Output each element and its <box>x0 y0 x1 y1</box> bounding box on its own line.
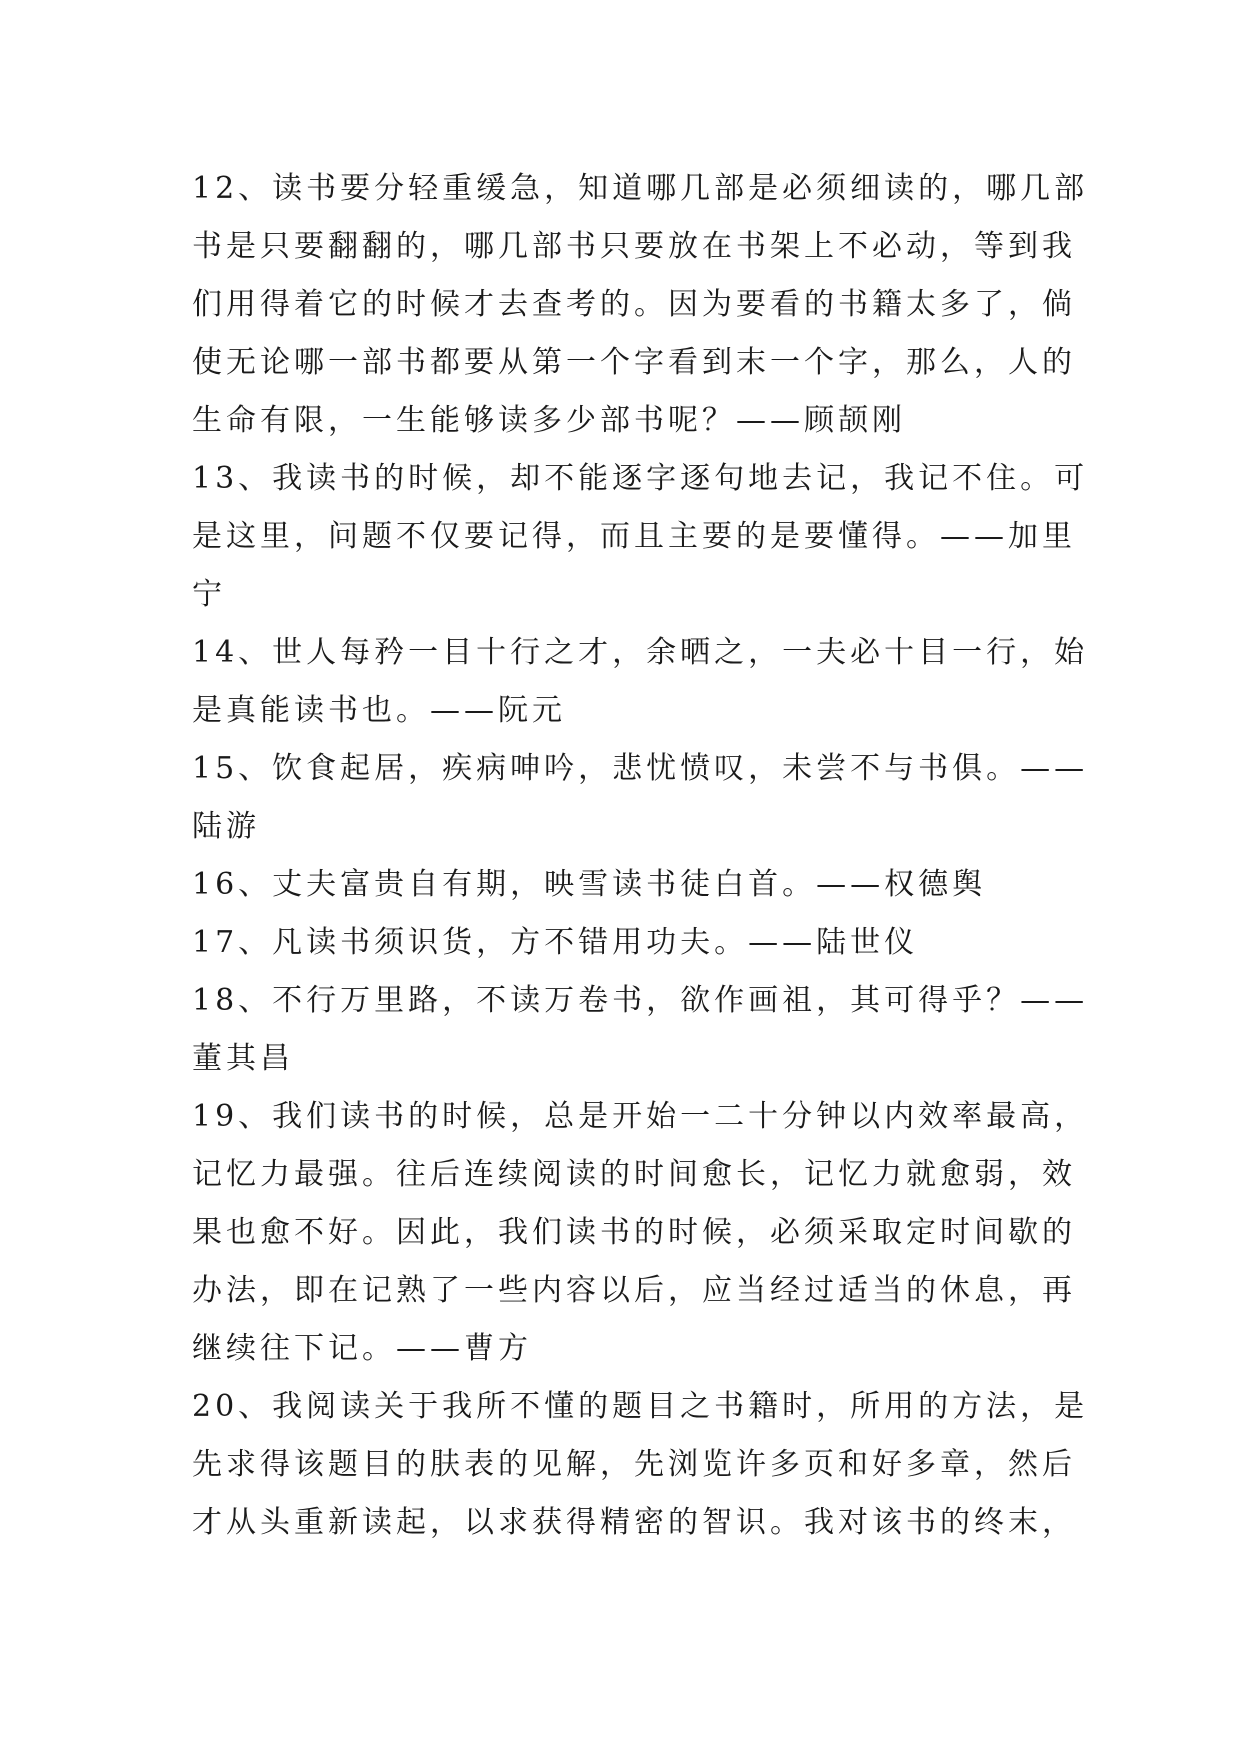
quote-line: 才从头重新读起，以求获得精密的智识。我对该书的终末， <box>192 1505 1076 1540</box>
quote-line: 是真能读书也。——阮元 <box>192 693 566 728</box>
quote-item-16 <box>192 856 1062 914</box>
quote-item-17 <box>192 914 1062 972</box>
quote-line: 17、凡读书须识货，方不错用功夫。——陆世仪 <box>192 925 919 960</box>
quote-item-12 <box>192 160 1089 450</box>
quote-line: 先求得该题目的肤表的见解，先浏览许多页和好多章，然后 <box>192 1447 1076 1482</box>
quote-item-15 <box>192 740 1089 856</box>
quote-line: 18、不行万里路，不读万卷书，欲作画祖，其可得乎？—— <box>192 983 1089 1018</box>
quote-line: 16、丈夫富贵自有期，映雪读书徒白首。——权德舆 <box>192 867 987 902</box>
quote-line: 19、我们读书的时候，总是开始一二十分钟以内效率最高， <box>192 1099 1089 1134</box>
quote-item-14 <box>192 624 1089 740</box>
quote-item-13 <box>192 450 1089 624</box>
quote-line: 陆游 <box>192 809 260 844</box>
quote-line: 记忆力最强。往后连续阅读的时间愈长，记忆力就愈弱，效 <box>192 1157 1076 1192</box>
quote-line: 12、读书要分轻重缓急，知道哪几部是必须细读的，哪几部 <box>192 171 1089 206</box>
quote-item-20 <box>192 1378 1089 1552</box>
quote-line: 董其昌 <box>192 1041 294 1076</box>
quote-line: 20、我阅读关于我所不懂的题目之书籍时，所用的方法，是 <box>192 1389 1089 1424</box>
quote-line: 们用得着它的时候才去查考的。因为要看的书籍太多了，倘 <box>192 287 1076 322</box>
quote-line: 生命有限，一生能够读多少部书呢？——顾颉刚 <box>192 403 906 438</box>
quote-line: 13、我读书的时候，却不能逐字逐句地去记，我记不住。可 <box>192 461 1089 496</box>
quote-line: 宁 <box>192 577 226 612</box>
quote-item-18 <box>192 972 1089 1088</box>
quote-line: 使无论哪一部书都要从第一个字看到末一个字，那么，人的 <box>192 345 1076 380</box>
quote-line: 办法，即在记熟了一些内容以后，应当经过适当的休息，再 <box>192 1273 1076 1308</box>
quote-line: 果也愈不好。因此，我们读书的时候，必须采取定时间歇的 <box>192 1215 1076 1250</box>
quote-line: 14、世人每矜一目十行之才，余晒之，一夫必十目一行，始 <box>192 635 1089 670</box>
quote-line: 书是只要翻翻的，哪几部书只要放在书架上不必动，等到我 <box>192 229 1076 264</box>
document-body <box>192 160 1089 1552</box>
quote-item-19 <box>192 1088 1089 1378</box>
quote-line: 是这里，问题不仅要记得，而且主要的是要懂得。——加里 <box>192 519 1076 554</box>
quote-line: 15、饮食起居，疾病呻吟，悲忧愤叹，未尝不与书俱。—— <box>192 751 1089 786</box>
quote-line: 继续往下记。——曹方 <box>192 1331 532 1366</box>
